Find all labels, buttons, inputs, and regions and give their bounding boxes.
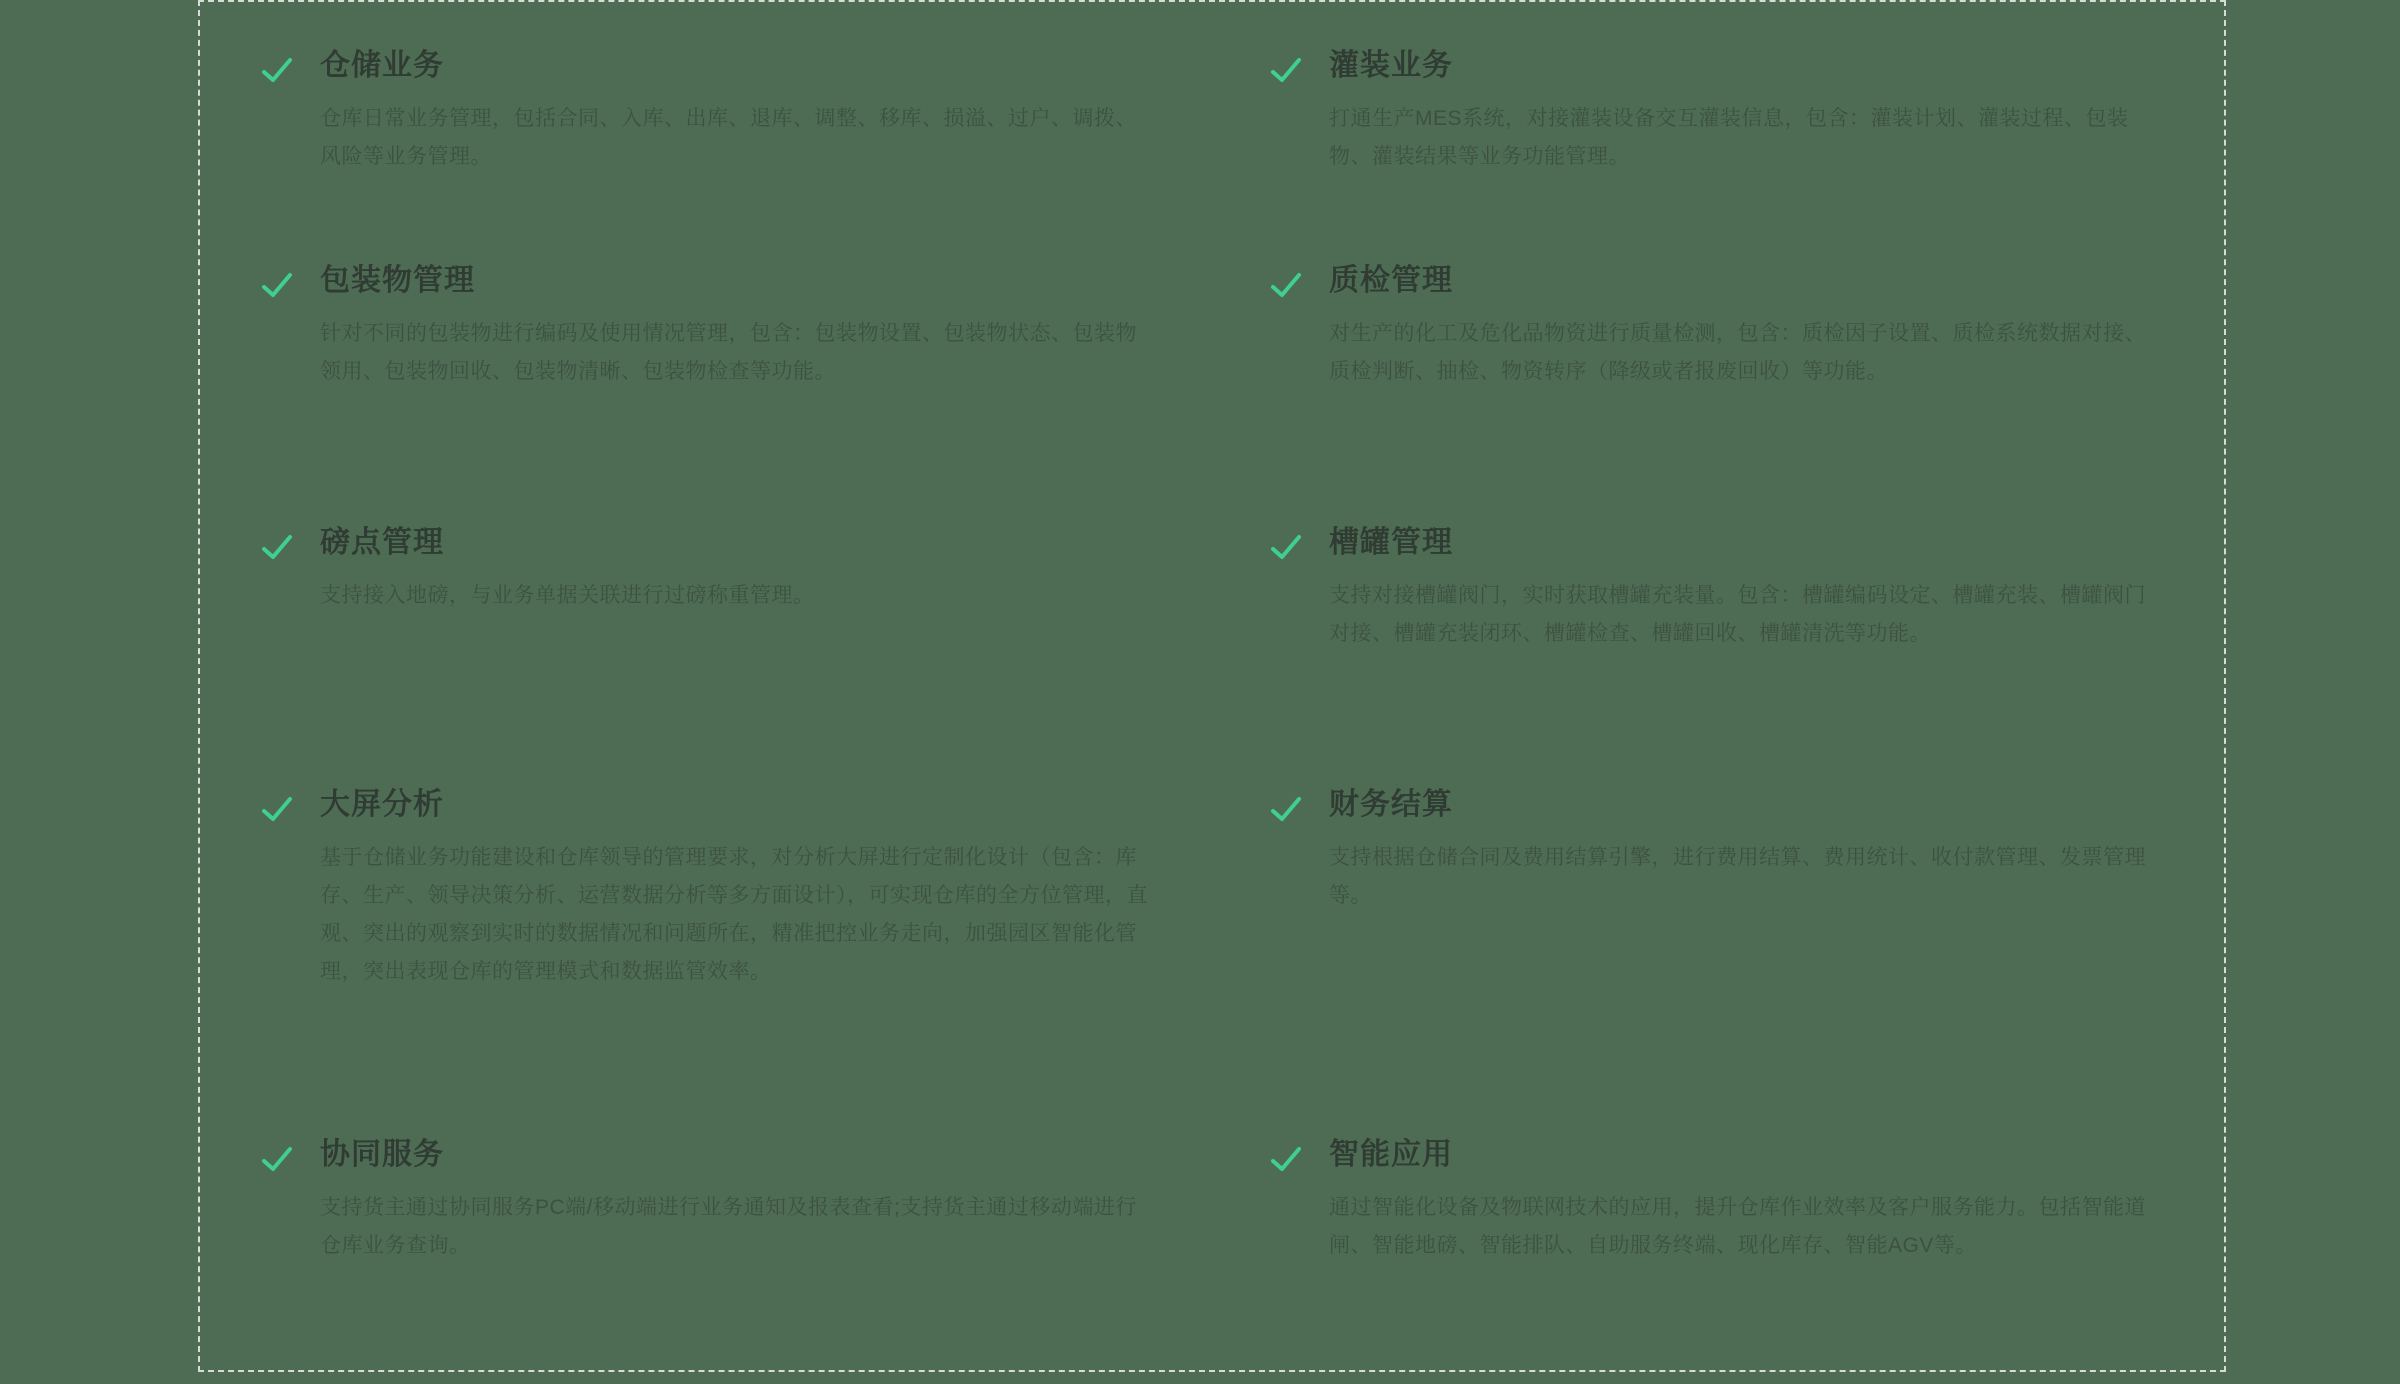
feature-description: 基于仓储业务功能建设和仓库领导的管理要求，对分析大屏进行定制化设计（包含：库存、生产、领导决策分析、运营数据分析等多方面设计），可实现仓库的全方位管理，直观、突出的观察到实时的数据情况和问题所在，精准把控业务走向，加强园区智能化管理，突出表现仓库的管理模式和数据监管效率。 — [320, 846, 1148, 983]
feature-title: 包装物管理 — [320, 264, 475, 297]
feature-title: 磅点管理 — [320, 526, 444, 559]
feature-item-quality-inspection — [1267, 261, 2166, 523]
feature-title: 槽罐管理 — [1329, 526, 1453, 559]
check-icon — [260, 54, 294, 88]
feature-description: 仓库日常业务管理，包括合同、入库、出库、退库、调整、移库、损溢、过户、调拨、风险等业务管理。 — [320, 107, 1137, 168]
feature-description: 打通生产MES系统，对接灌装设备交互灌装信息，包含：灌装计划、灌装过程、包装物、灌装结果等业务功能管理。 — [1329, 107, 2129, 168]
feature-title: 协同服务 — [320, 1138, 444, 1171]
feature-item-weighbridge-management — [258, 523, 1157, 785]
feature-item-filling-business — [1267, 46, 2166, 261]
feature-grid — [198, 0, 2226, 1372]
feature-description: 支持接入地磅，与业务单据关联进行过磅称重管理。 — [320, 584, 815, 607]
check-icon — [1269, 531, 1303, 565]
feature-item-packaging-management — [258, 261, 1157, 523]
feature-item-intelligent-application — [1267, 1135, 2166, 1335]
feature-item-tank-management — [1267, 523, 2166, 785]
feature-description: 针对不同的包装物进行编码及使用情况管理，包含：包装物设置、包装物状态、包装物领用、包装物回收、包装物清晰、包装物检查等功能。 — [320, 322, 1137, 383]
check-icon — [1269, 793, 1303, 827]
feature-title: 仓储业务 — [320, 49, 444, 82]
feature-title: 财务结算 — [1329, 788, 1453, 821]
feature-item-collaborative-service — [258, 1135, 1157, 1335]
feature-item-warehouse-business — [258, 46, 1157, 261]
feature-description: 支持对接槽罐阀门，实时获取槽罐充装量。包含：槽罐编码设定、槽罐充装、槽罐阀门对接、槽罐充装闭环、槽罐检查、槽罐回收、槽罐清洗等功能。 — [1329, 584, 2146, 645]
check-icon — [1269, 54, 1303, 88]
check-icon — [260, 1143, 294, 1177]
check-icon — [1269, 1143, 1303, 1177]
feature-description: 支持根据仓储合同及费用结算引擎，进行费用结算、费用统计、收付款管理、发票管理等。 — [1329, 846, 2146, 907]
feature-description: 支持货主通过协同服务PC端/移动端进行业务通知及报表查看;支持货主通过移动端进行仓库业务查询。 — [320, 1196, 1137, 1257]
check-icon — [260, 269, 294, 303]
feature-title: 质检管理 — [1329, 264, 1453, 297]
feature-description: 通过智能化设备及物联网技术的应用，提升仓库作业效率及客户服务能力。包括智能道闸、智能地磅、智能排队、自助服务终端、现化库存、智能AGV等。 — [1329, 1196, 2146, 1257]
check-icon — [1269, 269, 1303, 303]
feature-description: 对生产的化工及危化品物资进行质量检测，包含：质检因子设置、质检系统数据对接、质检判断、抽检、物资转序（降级或者报废回收）等功能。 — [1329, 322, 2146, 383]
feature-item-big-screen-analysis — [258, 785, 1157, 1135]
feature-title: 智能应用 — [1329, 1138, 1453, 1171]
feature-title: 灌装业务 — [1329, 49, 1453, 82]
feature-title: 大屏分析 — [320, 788, 444, 821]
feature-item-financial-settlement — [1267, 785, 2166, 1135]
check-icon — [260, 531, 294, 565]
check-icon — [260, 793, 294, 827]
